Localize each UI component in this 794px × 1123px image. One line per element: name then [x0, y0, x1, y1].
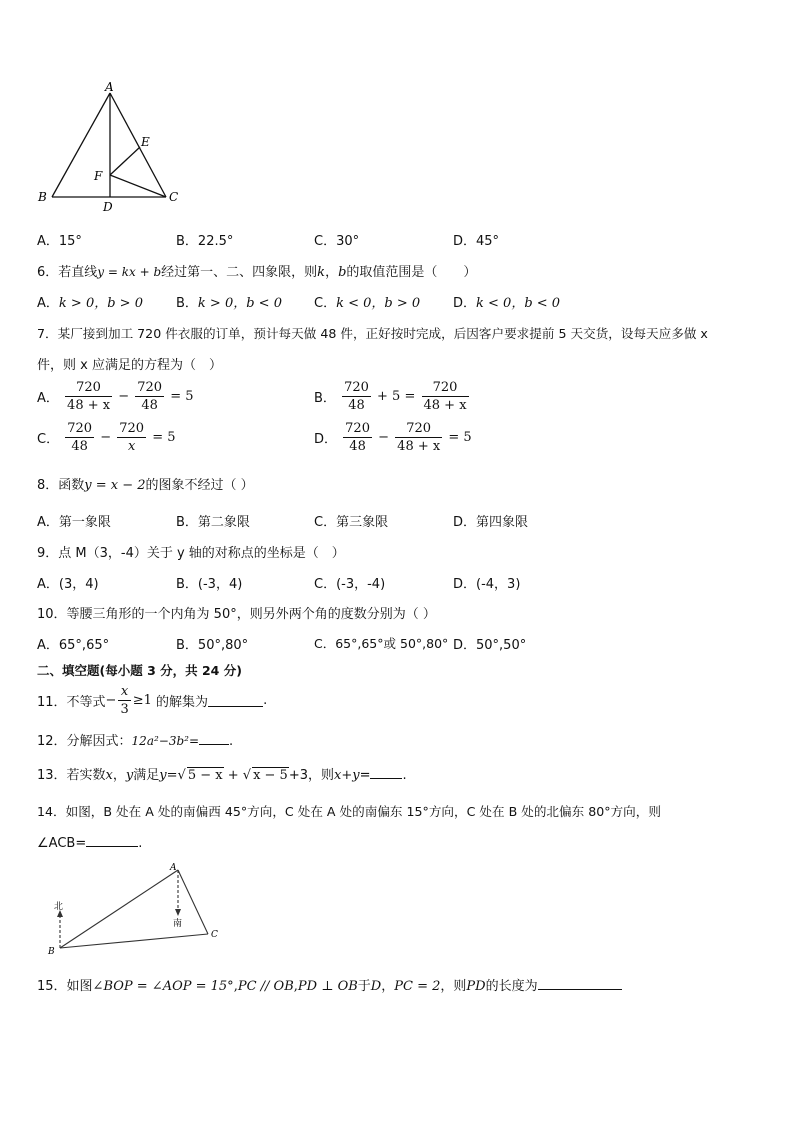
- q7-option-c[interactable]: [37, 420, 176, 455]
- label-F: F: [94, 169, 103, 183]
- q13-eq-start: y=: [159, 768, 178, 783]
- denominator: 48: [349, 439, 366, 454]
- q6-stem: [37, 261, 476, 280]
- q6-option-c-math: k < 0，b > 0: [336, 296, 421, 311]
- q6-number: 6．若直线: [37, 265, 98, 280]
- numerator: 720: [67, 421, 93, 436]
- q6-option-c-label: C．: [314, 296, 337, 311]
- q7-b-frac1: [342, 379, 371, 414]
- q13-radical-2: x − 5: [253, 768, 288, 783]
- q6-option-d[interactable]: [453, 292, 560, 311]
- q13-comma: ，: [112, 768, 126, 783]
- q7-a-frac1: [65, 379, 112, 414]
- label-C: C: [169, 190, 179, 204]
- q15-math-3: PD ⊥ OB: [297, 979, 358, 994]
- q13-xy: x+y: [334, 768, 360, 783]
- q11-text: 的解集为: [156, 695, 209, 710]
- q6-option-d-label: D．: [453, 296, 477, 311]
- q11-frac: [118, 683, 130, 718]
- denominator: 48 + x: [423, 398, 467, 413]
- q6-option-b[interactable]: [176, 292, 282, 311]
- sqrt-symbol: √: [177, 768, 186, 783]
- q9-option-d[interactable]: D．(-4，3): [453, 577, 521, 592]
- q13-y: y: [125, 768, 134, 783]
- q7-b-frac2: [422, 379, 469, 414]
- denominator: 48: [141, 398, 158, 413]
- q11-answer-blank[interactable]: [208, 694, 263, 707]
- q5-option-b[interactable]: B．22.5°: [176, 234, 234, 249]
- q8-option-c[interactable]: C．第三象限: [314, 515, 389, 530]
- q7-option-a-label: A．: [37, 391, 59, 406]
- q6-option-c[interactable]: [314, 292, 420, 311]
- q12-answer-blank[interactable]: [199, 732, 229, 745]
- q6-comma: ，: [325, 265, 339, 280]
- direction-figure: [40, 862, 240, 960]
- denominator: x: [127, 439, 136, 454]
- q8-number: 8．函数: [37, 478, 85, 493]
- q11-stem: [37, 683, 267, 718]
- q10-option-a[interactable]: A．65°,65°: [37, 638, 110, 653]
- q10-option-c[interactable]: C．65°,65°或 50°,80°: [314, 636, 449, 651]
- label-B: B: [48, 947, 55, 957]
- q9-option-a[interactable]: A．(3，4): [37, 577, 99, 592]
- q8-option-b[interactable]: B．第二象限: [176, 515, 250, 530]
- q13-text: 满足: [133, 768, 160, 783]
- q14-stem-line2: [37, 834, 142, 851]
- label-south: 南: [173, 919, 183, 929]
- q8-option-a[interactable]: A．第一象限: [37, 515, 111, 530]
- q9-option-c[interactable]: C．(-3，-4): [314, 577, 386, 592]
- q7-option-c-label: C．: [37, 432, 60, 447]
- q12-expression: 12a²−3b²=: [131, 734, 200, 748]
- q15-math-1: ∠BOP = ∠AOP = 15°: [92, 979, 234, 994]
- label-C: C: [211, 930, 218, 940]
- q6-option-b-label: B．: [176, 296, 198, 311]
- q7-d-frac2: [395, 420, 442, 455]
- q6-text: 经过第一、二、四象限，则: [161, 265, 318, 280]
- q5-option-d[interactable]: D．45°: [453, 234, 500, 249]
- q10-option-b[interactable]: B．50°,80°: [176, 638, 249, 653]
- q14-stem-line1: 14．如图，B 处在 A 处的南偏西 45°方向，C 处在 A 处的南偏东 15°方向，C 处在 B 处的北偏东 80°方向，则: [37, 804, 661, 819]
- q6-k: k: [317, 265, 326, 280]
- label-B: B: [38, 190, 47, 204]
- q11-neg: −: [105, 693, 117, 708]
- q15-math-6: PD: [466, 979, 486, 994]
- numerator: 720: [345, 421, 370, 436]
- numerator: 720: [137, 380, 163, 395]
- q14-answer-blank[interactable]: [86, 834, 138, 847]
- q11-relation: ≥1: [132, 693, 152, 708]
- q7-c-frac1: [65, 420, 94, 455]
- denominator: 48 + x: [67, 398, 111, 413]
- q8-option-d[interactable]: D．第四象限: [453, 515, 529, 530]
- q7-option-b[interactable]: [314, 379, 471, 414]
- q13-plus: +: [223, 768, 243, 783]
- denominator: 48: [348, 398, 365, 413]
- q7-stem-line1: 7．某厂接到加工 720 件衣服的订单，预计每天做 48 件，正好按时完成，后因客户要求提前 5 天交货，设每天应多做 x: [37, 326, 708, 341]
- q6-option-a[interactable]: [37, 292, 143, 311]
- numerator: 720: [395, 420, 442, 438]
- q7-d-rhs: = 5: [448, 430, 472, 445]
- q7-d-op: −: [378, 430, 390, 445]
- q13-equals: =: [359, 768, 371, 783]
- q15-text-3: 的长度为: [485, 979, 538, 994]
- numerator: x: [118, 683, 130, 701]
- q15-math-2: PC // OB: [237, 979, 294, 994]
- q15-math-4: D: [370, 979, 382, 994]
- denominator: 48: [71, 439, 88, 454]
- q9-option-b[interactable]: B．(-3，4): [176, 577, 243, 592]
- q9-stem: 9．点 M（3，-4）关于 y 轴的对称点的坐标是（ ）: [37, 546, 345, 561]
- denominator: 48 + x: [397, 439, 441, 454]
- q13-x: x: [105, 768, 113, 783]
- label-A: A: [170, 863, 177, 873]
- q15-text-1: 于: [357, 979, 371, 994]
- q13-eq-end: +3，则: [288, 768, 334, 783]
- numerator: 720: [422, 379, 469, 397]
- q6-text-end: 的取值范围是（ ）: [346, 265, 477, 280]
- numerator: 720: [65, 379, 112, 397]
- q12-number: 12．分解因式：: [37, 734, 132, 749]
- q15-stem: 15．如图∠BOP = ∠AOP = 15°,PC // OB,PD ⊥ OB于D，PC = 2，则PD的长度为: [37, 975, 622, 994]
- q14-end: .: [138, 836, 143, 851]
- label-north: 北: [54, 902, 64, 912]
- q7-a-op: −: [118, 389, 130, 404]
- q8-equation: y = x − 2: [84, 478, 146, 493]
- q7-b-mid: + 5 =: [377, 389, 416, 404]
- label-D: D: [103, 200, 113, 214]
- q7-d-frac1: [343, 420, 372, 455]
- q6-option-a-math: k > 0，b > 0: [58, 296, 143, 311]
- q7-option-d[interactable]: [314, 420, 472, 455]
- q7-option-a[interactable]: [37, 379, 194, 414]
- q5-option-c[interactable]: C．30°: [314, 234, 360, 249]
- q7-stem-line2: 件，则 x 应满足的方程为（ ）: [37, 358, 222, 373]
- q6-b: b: [338, 265, 347, 280]
- q5-option-a[interactable]: A．15°: [37, 234, 82, 249]
- q11-end: .: [263, 693, 268, 708]
- q7-c-rhs: = 5: [152, 430, 176, 445]
- triangle-figure: [30, 80, 190, 215]
- denominator: 3: [120, 702, 129, 717]
- numerator: 720: [344, 380, 369, 395]
- q8-text: 的图象不经过（ ）: [145, 478, 254, 493]
- sqrt-symbol: √: [242, 768, 252, 783]
- q7-c-frac2: [117, 420, 146, 455]
- label-E: E: [141, 135, 150, 149]
- numerator: 720: [119, 421, 145, 436]
- q8-stem: [37, 474, 254, 493]
- q10-option-d[interactable]: D．50°,50°: [453, 638, 527, 653]
- q14-angle: ∠ACB=: [37, 836, 87, 851]
- q11-number: 11．不等式: [37, 695, 106, 710]
- q15-number: 15．如图: [37, 979, 93, 994]
- q6-option-d-math: k < 0，b < 0: [476, 296, 561, 311]
- section-heading: 二、填空题(每小题 3 分，共 24 分): [37, 663, 242, 678]
- q13-end: .: [402, 768, 407, 783]
- q15-comma: ，: [381, 979, 395, 994]
- q7-a-rhs: = 5: [170, 389, 194, 404]
- q15-math-5: PC = 2: [394, 979, 441, 994]
- q10-stem: 10．等腰三角形的一个内角为 50°，则另外两个角的度数分别为（ ）: [37, 607, 436, 622]
- q15-answer-blank[interactable]: [538, 977, 622, 990]
- q13-answer-blank[interactable]: [370, 766, 402, 779]
- q7-a-frac2: [135, 379, 164, 414]
- label-A: A: [105, 80, 114, 94]
- q13-number: 13．若实数: [37, 768, 106, 783]
- q12-stem: [37, 730, 233, 749]
- q7-option-d-label: D．: [314, 432, 338, 447]
- q13-radical-1: 5 − x: [187, 768, 223, 783]
- q13-stem: [37, 764, 407, 783]
- q7-option-b-label: B．: [314, 391, 336, 406]
- q15-text-2: ，则: [440, 979, 467, 994]
- q6-option-a-label: A．: [37, 296, 59, 311]
- q12-end: .: [229, 734, 234, 749]
- q6-equation: y = kx + b: [97, 265, 162, 279]
- q6-option-b-math: k > 0，b < 0: [197, 296, 282, 311]
- q7-c-op: −: [100, 430, 112, 445]
